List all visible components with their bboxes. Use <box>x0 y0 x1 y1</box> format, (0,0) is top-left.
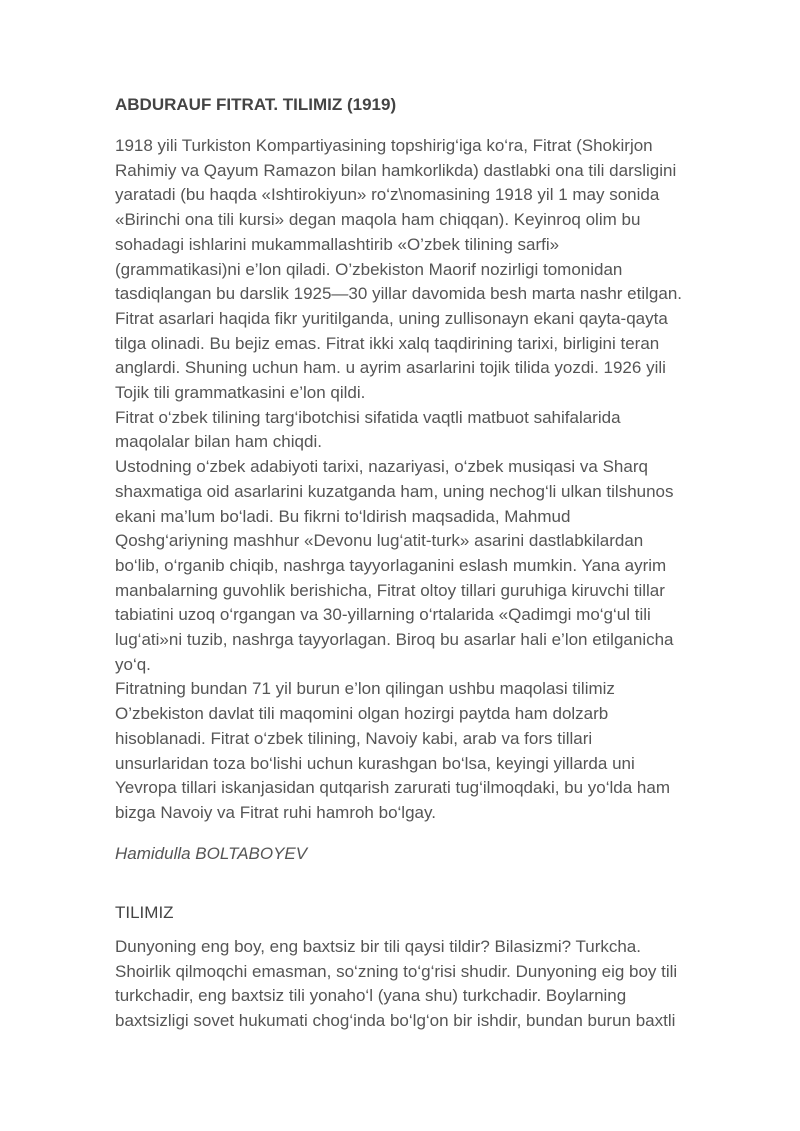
text-line: tilga olinadi. Bu bejiz emas. Fitrat ikki xalq taqdirining tarixi, birligini teran <box>115 333 660 353</box>
text-line: bizga Navoiy va Fitrat ruhi hamroh bo‘lgay. <box>115 802 436 822</box>
text-line: lug‘ati»ni tuzib, nashrga tayyorlagan. Biroq bu asarlar hali e’lon etilganicha <box>115 630 674 650</box>
text-line: bo‘lib, o‘rganib chiqib, nashrga tayyorlaganini eslash mumkin. Yana ayrim <box>115 555 667 575</box>
text-line: (grammatikasi)ni e’lon qiladi. O’zbekiston Maorif nozirligi tomonidan <box>115 259 623 279</box>
document-title: ABDURAUF FITRAT. TILIMIZ (1919) <box>115 95 397 114</box>
text-line: Shoirlik qilmoqchi emasman, so‘zning to‘g‘risi shudir. Dunyoning eig boy tili <box>115 961 678 981</box>
text-line: baxtsizligi sovet hukumati chog‘inda bo‘lg‘on bir ishdir, bundan burun baxtli <box>115 1011 676 1031</box>
text-line: maqolalar bilan ham chiqdi. <box>115 432 322 452</box>
text-line: Qoshg‘ariyning mashhur «Devonu lug‘atit-turk» asarini dastlabkilardan <box>115 531 644 551</box>
text-line: «Birinchi ona tili kursi» degan maqola ham chiqqan). Keyinroq olim bu <box>115 210 641 230</box>
text-line: tasdiqlangan bu darslik 1925—30 yillar davomida besh marta nashr etilgan. <box>115 284 683 304</box>
text-line: ekani ma’lum bo‘ladi. Bu fikrni to‘ldirish maqsadida, Mahmud <box>115 506 571 526</box>
section-paragraph <box>115 935 755 1034</box>
text-line: O’zbekiston davlat tili maqomini olgan hozirgi paytda ham dolzarb <box>115 704 609 724</box>
text-line: unsurlaridan toza bo‘lishi uchun kurashgan bo‘lsa, keyingi yillarda uni <box>115 753 635 773</box>
text-line: tabiatini uzoq o‘rgangan va 30-yillarning o‘rtalarida «Qadimgi mo‘g‘ul tili <box>115 605 651 625</box>
text-line: turkchadir, eng baxtsiz tili yonaho‘l (yana shu) turkchadir. Boylarning <box>115 986 627 1006</box>
text-line: Ustodning o‘zbek adabiyoti tarixi, nazariyasi, o‘zbek musiqasi va Sharq <box>115 457 648 477</box>
text-line: yaratadi (bu haqda «Ishtirokiyun» ro‘z\nomasining 1918 yil 1 may sonida <box>115 185 660 205</box>
text-line: manbalarning guvohlik berishicha, Fitrat oltoy tillari guruhiga kiruvchi tillar <box>115 580 665 600</box>
text-line: Tojik tili grammatkasini e’lon qildi. <box>115 383 366 403</box>
text-line: Fitrat asarlari haqida fikr yuritilganda, uning zullisonayn ekani qayta-qayta <box>115 308 668 328</box>
text-line: Fitratning bundan 71 yil burun e’lon qilingan ushbu maqolasi tilimiz <box>115 679 615 699</box>
text-line: Fitrat o‘zbek tilining targ‘ibotchisi sifatida vaqtli matbuot sahifalarida <box>115 407 621 427</box>
text-line: shaxmatiga oid asarlarini kuzatganda ham, uning nechog‘li ulkan tilshunos <box>115 481 674 501</box>
text-line: anglardi. Shuning uchun ham. u ayrim asarlarini tojik tilida yozdi. 1926 yili <box>115 358 666 378</box>
section-title: TILIMIZ <box>115 903 174 922</box>
text-line: Yevropa tillari iskanjasidan qutqarish zarurati tug‘ilmoqdaki, bu yo‘lda ham <box>115 778 671 798</box>
text-line: Rahimiy va Qayum Ramazon bilan hamkorlikda) dastlabki ona tili darsligini <box>115 160 677 180</box>
author-name: Hamidulla BOLTABOYEV <box>115 844 308 863</box>
text-line: sohadagi ishlarini mukammallashtirib «O’zbek tilining sarfi» <box>115 234 560 254</box>
intro-paragraphs <box>115 134 755 826</box>
text-line: 1918 yili Turkiston Kompartiyasining topshirig‘iga ko‘ra, Fitrat (Shokirjon <box>115 136 653 155</box>
text-line: yo‘q. <box>115 654 151 674</box>
text-line: Dunyoning eng boy, eng baxtsiz bir tili qaysi tildir? Bilasizmi? Turkcha. <box>115 937 641 956</box>
text-line: hisoblanadi. Fitrat o‘zbek tilining, Navoiy kabi, arab va fors tillari <box>115 728 593 748</box>
